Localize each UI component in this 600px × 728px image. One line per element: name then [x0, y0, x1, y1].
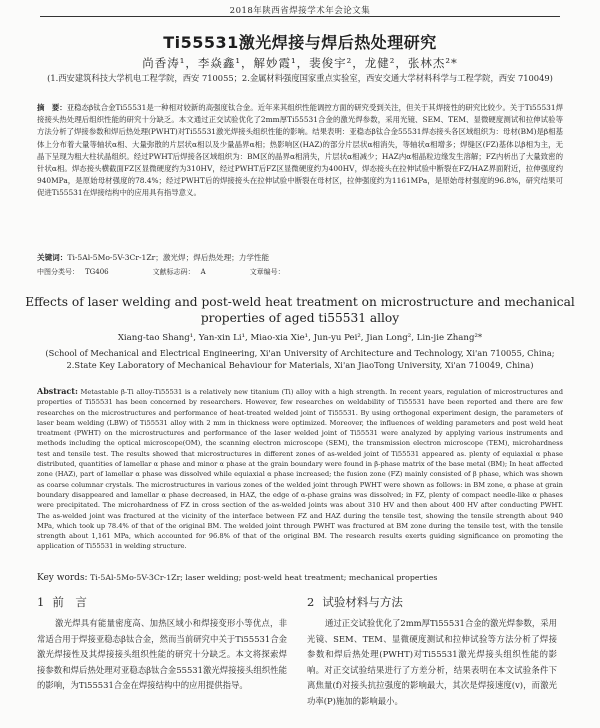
article-number-label: 文章编号：	[249, 268, 285, 276]
section-heading	[307, 594, 557, 608]
chinese-authors: 尚香涛¹，李焱鑫¹，解妙霞¹，裴俊宇²，龙健²，张林杰²*	[142, 56, 458, 70]
section-body: 激光焊具有能量密度高、加热区域小和焊接变形小等优点，非常适合用于焊接亚稳态β钛合金，然而当前研究中关于Ti55531合金激光焊接性及其焊接接头组织性能的研究十分缺乏。本文将探索焊接参数和焊后热处理对亚稳态β钛合金55531激光焊接接头组织性能的影响，为Ti55531合金在焊接结构中的应用提供指导。	[37, 618, 287, 690]
english-title: Effects of laser welding and post-weld heat treatment on microstructure and mechanical properties of aged ti55531 alloy	[25, 295, 575, 325]
doc-code-label: 文献标志码：	[152, 268, 195, 276]
chinese-abstract-text: 亚稳态β钛合金Ti55531是一种相对较新的高强度钛合金。近年来其组织性能调控方面的研究受到关注，但关于其焊接性的研究比较少。关于Ti55531焊接接头热处理后组织性能的研究十分缺乏。本文通过正交试验优化了2mm厚Ti55531合金的激光焊参数，采用光镜、SEM、TEM、显微硬度测试和拉伸试验等方法分析了焊接参数和焊后热处理(PWHT)对Ti55531激光焊接头组织性能的影响。结果表明：亚稳态β钛合金55531焊态接头各区域组织为：母材(BM)是β相基体上分布着大量等轴状α相、大量弥散的片层状α相以及少量晶界α相；热影响区(HAZ)的部分片层状α相消失，等轴状α相增多；焊缝区(FZ)基体以β相为主，无晶下呈现为粗大柱状晶组织。经过PWHT后焊接各区域组织为：BM区的晶界α相消失，片层状α相减少；HAZ内α相晶粒边缘发生溶解；FZ内析出了大量致密的针状α相。焊态接头横截面FZ区显微硬度约为310HV，经过PWHT后FZ区显微硬度约为400HV，焊态接头在拉伸试验中断裂在FZ/HAZ界面附近，拉伸强度约940MPa，是原始母材强度的78.4%；经过PWHT后的焊接接头在拉伸试验中断裂在母材区，拉伸强度约为1161MPa，是原始母材强度的96.8%，研究结果可促进Ti55531在焊接结构中的应用具有指导意义。	[37, 103, 563, 198]
section-body: 通过正交试验优化了2mm厚Ti55531合金的激光焊参数，采用光镜、SEM、TEM、显微硬度测试和拉伸试验等方法分析了焊接参数和焊后热处理(PWHT)对Ti55531激光焊接头组织性能的影响。对正交试验结果进行了方差分析，结果表明在本文试验条件下离焦量(f)对接头抗拉强度的影响最大，其次是焊接速度(v)，而激光功率(P)施加的影响最小。	[307, 618, 557, 706]
header-rule	[40, 16, 560, 17]
english-abstract-label: Abstract:	[37, 386, 78, 396]
chinese-keywords	[37, 252, 563, 263]
section-materials-methods	[307, 594, 557, 728]
section-title: 前 言	[52, 595, 87, 609]
running-head: 2018年陕西省焊接学术年会论文集	[229, 6, 371, 16]
doc-code-value: A	[200, 268, 206, 276]
clc-value: TG406	[85, 268, 109, 276]
chinese-affiliation: (1.西安建筑科技大学机电工程学院，西安 710055；2.金属材料强度国家重点实验室，西安交通大学材料科学与工程学院，西安 710049)	[47, 73, 553, 83]
english-affiliation: (School of Mechanical and Electrical Engineering, Xi'an University of Architecture and Technology, Xi'an 710055, China; 2.State Key Laboratory of Mechanical Behaviour for Materials, Xi'an JiaoTong University, Xi'an 710049, China)	[45, 348, 555, 370]
section-number: 1	[37, 595, 45, 609]
section-heading	[37, 594, 287, 608]
chinese-abstract	[37, 102, 563, 249]
english-abstract	[37, 386, 563, 569]
chinese-keywords-label: 关键词：	[37, 253, 68, 262]
clc-label: 中图分类号：	[37, 268, 79, 276]
section-number: 2	[307, 595, 315, 609]
english-authors: Xiang-tao Shang¹, Yan-xin Li¹, Miao-xia Xie¹, Jun-yu Pei², Jian Long², Lin-jie Zhang²*	[117, 333, 483, 343]
chinese-keywords-text: Ti-5Al-5Mo-5V-3Cr-1Zr；激光焊；焊后热处理；力学性能	[67, 253, 270, 262]
english-keywords	[37, 573, 563, 583]
chinese-title: Ti55531激光焊接与焊后热处理研究	[163, 33, 437, 52]
english-keywords-text: Ti-5Al-5Mo-5V-3Cr-1Zr; laser welding; post-weld heat treatment; mechanical properties	[90, 573, 438, 582]
english-abstract-text: Metastable β-Ti alloy-Ti55531 is a relatively new titanium (Ti) alloy with a high strength. In recent years, regulation of microstructures and properties of Ti55531 has been concerned by researchers. However, few researches on weldability of Ti55531 have been reported and there are few researches on the microstructures and performance of heat-treated welded joint of Ti55531. By using orthogonal experiment design, the parameters of laser beam welding (LBW) of Ti55531 alloy with 2 mm in thickness were optimized. Moreover, the influences of welding parameters and post weld heat treatment (PWHT) on the microstructures and performance of the laser welded joint of Ti55531 were analyzed by applying various instruments and methods including the optical microscope(OM), the scanning electron microscope (SEM), the transmission electron microscope (TEM), microhardness test and tensile test. The results showed that microstructures in different zones of as-welded joint of Ti55531 appeared as. plenty of equiaxial α phase distributed, quantities of lamellar α phase and minor α phase at the grain boundary were found in β-phase matrix of the base metal (BM); In heat affected zone (HAZ), part of lamellar α phase was dissolved while equiaxial α phase increased; the fusion zone (FZ) mainly consisted of β phase, which was shown as coarse columnar crystals. The microstructures in various zones of the welded joint through PWHT were shown as follows: in BM zone, α phase at grain boundary disappeared and lamellar α phase decreased, in HAZ, the edge of α-phase grains was dissolved; in FZ, plenty of compact needle-like α phases were precipitated. The microhardness of FZ in cross section of the as-welded joints was about 310 HV and then about 400 HV after conducting PWHT. The as-welded joint was fractured at the vicinity of the interface between FZ and HAZ during the tensile test, showing the tensile strength about 940 MPa, which took up 78.4% of that of the original BM. The welded joint through PWHT was fractured at BM zone during the tensile test, with the tensile strength about 1,161 MPa, which accounted for 96.8% of that of the original BM. The research results exerts guiding significance on promoting the application of Ti55531 in welding structure.	[37, 388, 563, 551]
chinese-abstract-label: 摘 要：	[37, 103, 67, 112]
section-title: 试验材料与方法	[322, 595, 403, 609]
section-introduction	[37, 594, 287, 728]
english-keywords-label: Key words:	[37, 573, 88, 583]
classification-line	[37, 267, 563, 277]
